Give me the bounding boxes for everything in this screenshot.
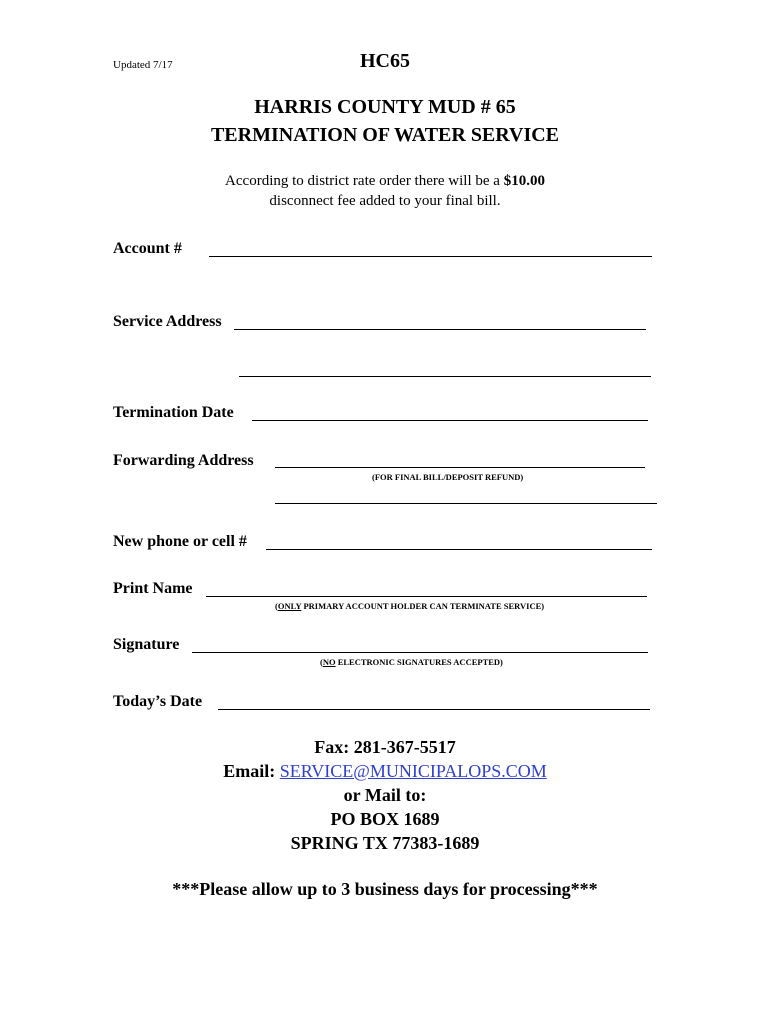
print-name-label: Print Name — [113, 580, 193, 597]
signature-note — [320, 657, 503, 667]
phone-label: New phone or cell # — [113, 533, 247, 550]
phone-input-line[interactable] — [266, 549, 652, 550]
mail-label: or Mail to: — [343, 785, 427, 805]
updated-date: Updated 7/17 — [113, 59, 173, 71]
fee-amount: $10.00 — [503, 173, 545, 189]
print-name-note — [275, 601, 544, 611]
fee-notice-line1 — [0, 173, 770, 190]
service-address-input-line-2[interactable] — [239, 376, 651, 377]
account-label: Account # — [113, 240, 182, 257]
email-label: Email: — [223, 761, 280, 781]
email-line — [0, 761, 770, 782]
signature-label: Signature — [113, 636, 180, 653]
print-name-note-emphasis: ONLY — [277, 601, 302, 611]
todays-date-input-line[interactable] — [218, 709, 650, 710]
form-code: HC65 — [360, 50, 410, 72]
email-link[interactable]: SERVICE@MUNICIPALOPS.COM — [279, 761, 547, 781]
processing-notice: ***Please allow up to 3 business days for processing*** — [172, 879, 598, 899]
termination-date-input-line[interactable] — [252, 420, 648, 421]
forwarding-address-input-line[interactable] — [275, 467, 645, 468]
city-state-zip: SPRING TX 77383-1689 — [290, 833, 480, 853]
print-name-note-open: ( — [275, 601, 278, 611]
service-address-input-line[interactable] — [234, 329, 646, 330]
service-address-label: Service Address — [113, 313, 222, 330]
termination-date-label: Termination Date — [113, 404, 234, 421]
print-name-input-line[interactable] — [206, 596, 647, 597]
forwarding-address-input-line-2[interactable] — [275, 503, 657, 504]
po-box: PO BOX 1689 — [330, 809, 440, 829]
forwarding-address-note: (FOR FINAL BILL/DEPOSIT REFUND) — [372, 472, 524, 482]
todays-date-label: Today’s Date — [113, 693, 203, 710]
print-name-note-text: PRIMARY ACCOUNT HOLDER CAN TERMINATE SERVICE) — [301, 601, 545, 611]
fee-notice-text: According to district rate order there will be a — [225, 173, 504, 189]
signature-note-emphasis: NO — [322, 657, 336, 667]
signature-note-open: ( — [320, 657, 323, 667]
forwarding-address-label: Forwarding Address — [113, 452, 254, 469]
form-title-line1: HARRIS COUNTY MUD # 65 — [254, 96, 516, 118]
account-input-line[interactable] — [209, 256, 652, 257]
fee-notice-line2: disconnect fee added to your final bill. — [269, 193, 501, 209]
fax-number: Fax: 281-367-5517 — [314, 737, 456, 757]
form-title-line2: TERMINATION OF WATER SERVICE — [210, 124, 560, 146]
signature-note-text: ELECTRONIC SIGNATURES ACCEPTED) — [335, 657, 503, 667]
signature-input-line[interactable] — [192, 652, 648, 653]
